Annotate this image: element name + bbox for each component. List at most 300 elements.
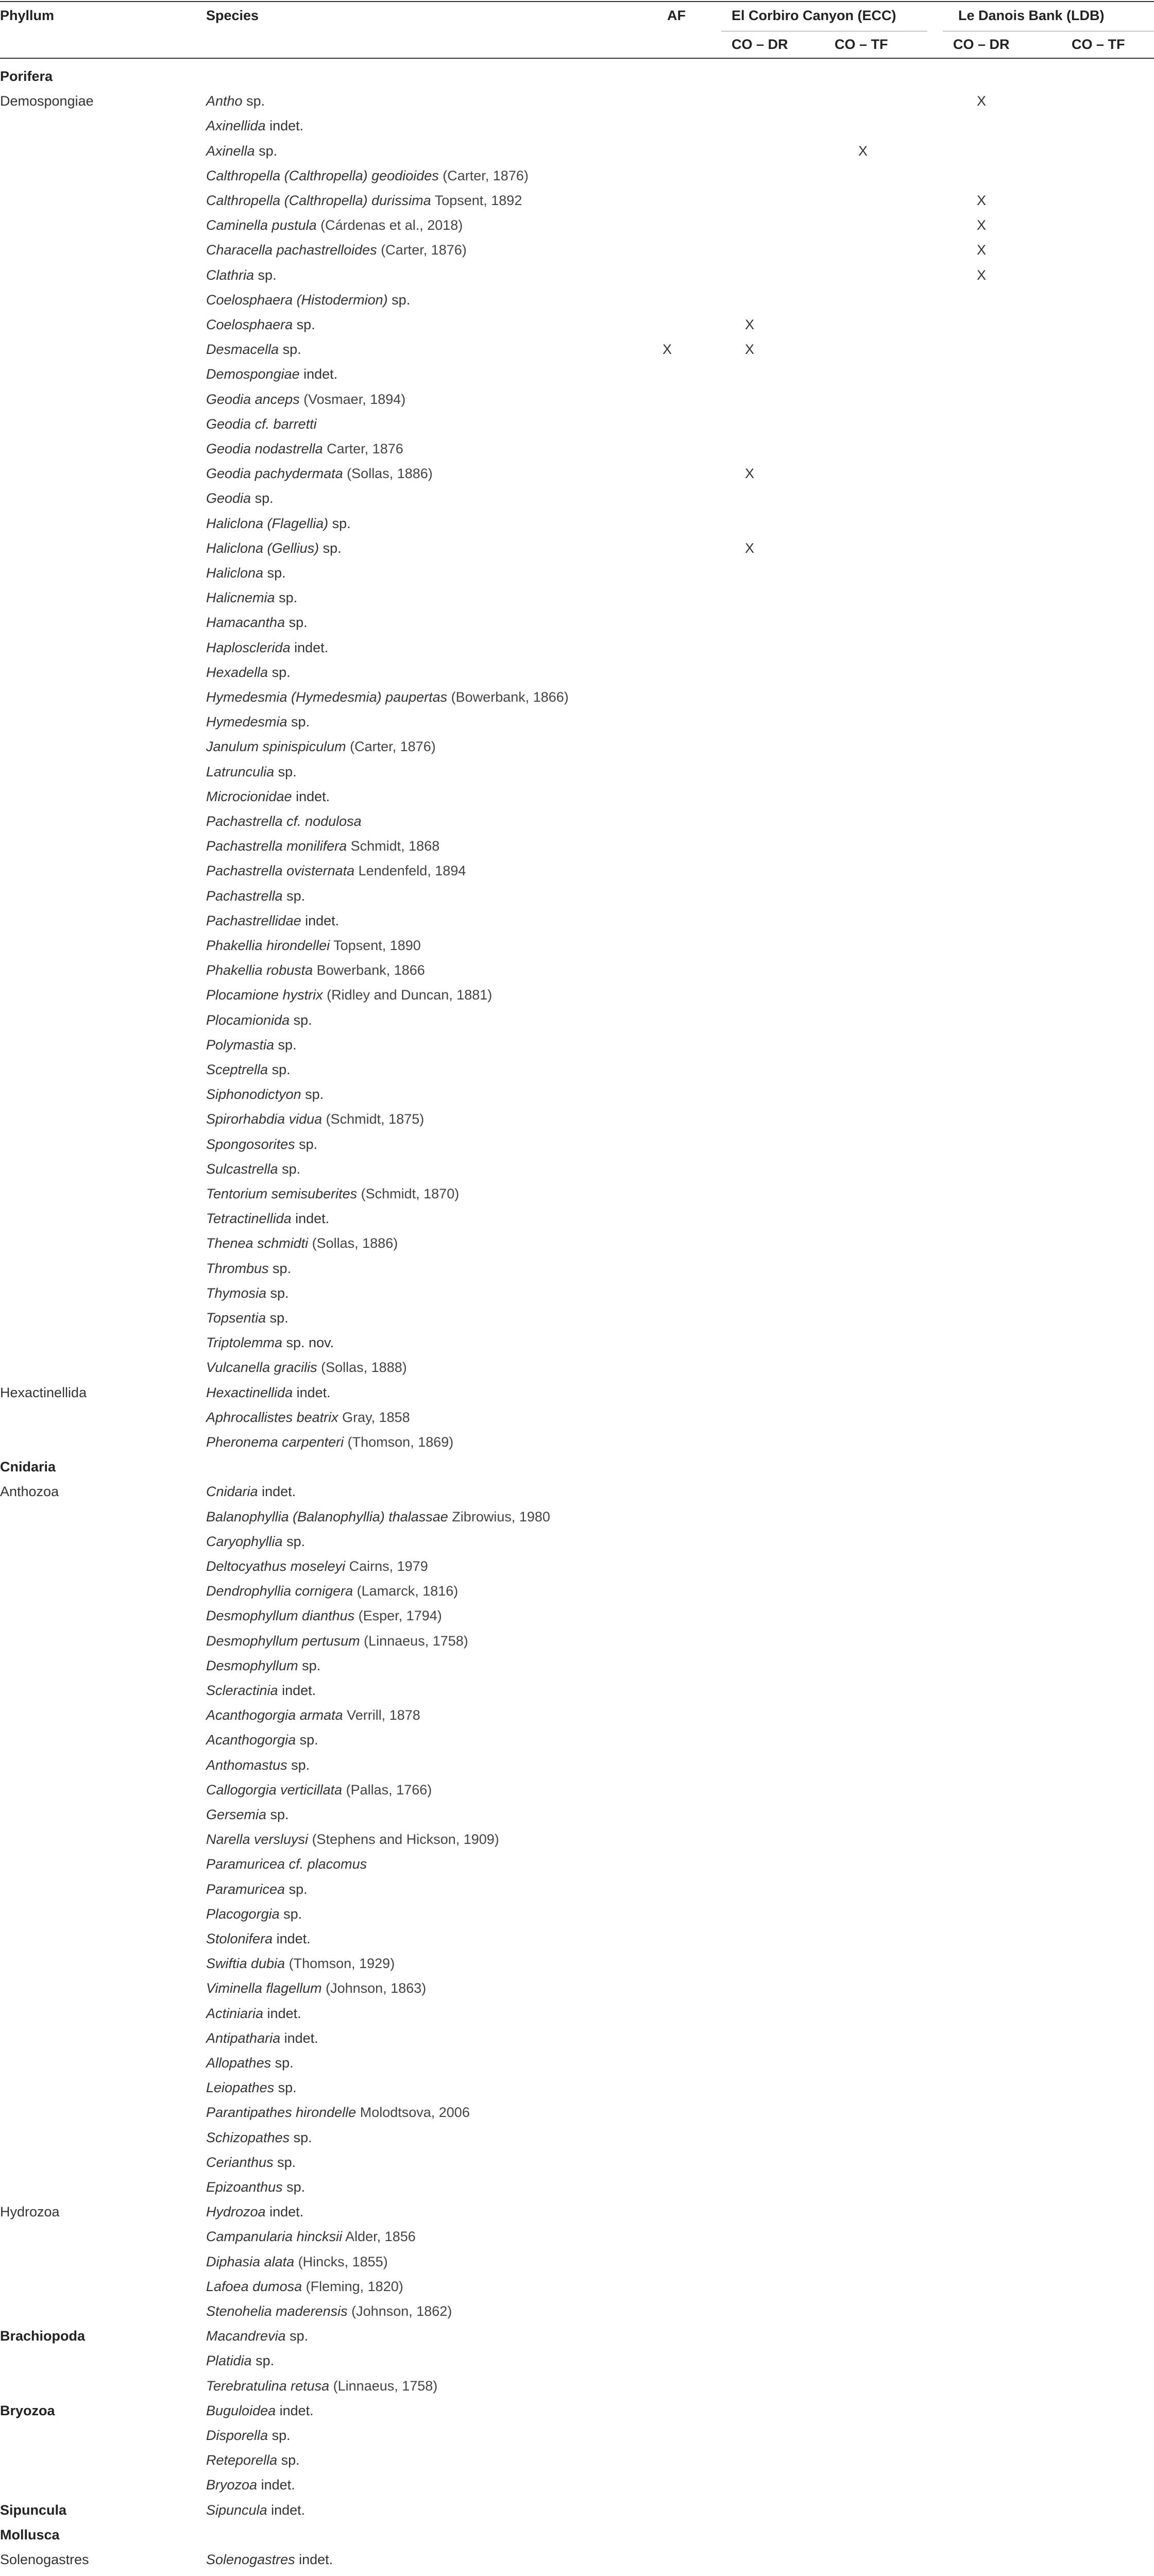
- taxon-qualifier: sp.: [268, 664, 291, 680]
- species-name: [206, 1632, 468, 1650]
- taxon-qualifier: sp.: [254, 267, 277, 283]
- taxon-name: Buguloidea: [206, 2402, 276, 2418]
- taxon-name: Stenohelia maderensis: [206, 2303, 348, 2319]
- taxon-qualifier: indet.: [291, 1211, 330, 1227]
- group-label: Sipuncula: [0, 2502, 67, 2518]
- taxon-qualifier: indet.: [280, 2030, 318, 2046]
- taxon-name: Disporella: [206, 2428, 268, 2443]
- taxon-name: Stolonifera: [206, 1931, 273, 1946]
- taxon-name: Gersemia: [206, 1807, 267, 1822]
- taxon-name: Calthropella (Calthropella) geodioides: [206, 167, 439, 183]
- species-name: [206, 911, 339, 930]
- species-name: [206, 390, 405, 409]
- species-name: [206, 1532, 305, 1551]
- species-name: [206, 688, 569, 706]
- taxon-name: Allopathes: [206, 2055, 271, 2071]
- presence-mark: X: [976, 193, 986, 208]
- species-name: [206, 489, 274, 507]
- taxon-name: Antipatharia: [206, 2030, 281, 2046]
- group-label: Hydrozoa: [0, 2204, 60, 2220]
- taxon-name: Geodia: [206, 490, 251, 506]
- taxon-name: Pachastrellidae: [206, 912, 301, 928]
- presence-mark: X: [744, 342, 754, 358]
- header-bottom-rule: [0, 58, 1154, 59]
- taxon-authority: Schmidt, 1868: [347, 838, 440, 854]
- species-name: [206, 2451, 300, 2469]
- taxon-name: Sceptrella: [206, 1062, 268, 1077]
- taxon-name: Hexadella: [206, 664, 268, 680]
- presence-mark: X: [744, 540, 754, 556]
- taxon-name: Aphrocallistes beatrix: [206, 1409, 338, 1425]
- taxon-name: Geodia pachydermata: [206, 466, 343, 482]
- taxon-qualifier: sp.: [266, 1807, 289, 1822]
- species-name: [206, 1259, 291, 1278]
- taxon-name: Cerianthus: [206, 2154, 274, 2170]
- taxon-authority: Lendenfeld, 1894: [354, 863, 466, 879]
- species-name: [206, 2550, 333, 2569]
- taxon-name: Triptolemma: [206, 1335, 283, 1351]
- taxon-qualifier: indet.: [257, 2477, 295, 2493]
- taxon-authority: (Thomson, 1869): [344, 1434, 454, 1450]
- species-name: [206, 887, 305, 905]
- species-name: [206, 2377, 437, 2395]
- header-species: Species: [206, 8, 259, 23]
- header-ecc-co-dr: CO – DR: [732, 37, 788, 52]
- taxon-name: Thrombus: [206, 1260, 269, 1276]
- taxon-name: Phakellia robusta: [206, 962, 313, 978]
- species-name: [206, 2128, 312, 2147]
- presence-mark: X: [976, 217, 986, 233]
- taxon-name: Placogorgia: [206, 1906, 280, 1922]
- header-af: AF: [667, 8, 686, 23]
- species-name: [206, 2227, 416, 2246]
- presence-mark: X: [976, 93, 986, 109]
- taxon-name: Narella versluysi: [206, 1832, 309, 1848]
- taxon-name: Janulum spinispiculum: [206, 739, 346, 755]
- taxon-qualifier: sp.: [271, 2055, 294, 2071]
- species-name: [206, 638, 328, 657]
- species-name: [206, 2004, 301, 2023]
- group-label: Cnidaria: [0, 1459, 56, 1475]
- taxon-name: Siphonodictyon: [206, 1087, 301, 1103]
- taxon-authority: Topsent, 1890: [330, 938, 421, 953]
- taxon-authority: (Linnaeus, 1758): [329, 2378, 438, 2394]
- species-name: [206, 762, 297, 781]
- taxon-name: Bryozoa: [206, 2477, 258, 2493]
- taxon-qualifier: indet.: [265, 2204, 304, 2220]
- species-name: [206, 1160, 300, 1178]
- taxon-authority: (Fleming, 1820): [302, 2278, 403, 2294]
- taxon-name: Pachastrella: [206, 888, 283, 904]
- species-name: [206, 663, 291, 682]
- species-name: [206, 340, 301, 359]
- group-label: Bryozoa: [0, 2402, 55, 2418]
- group-label: Solenogastres: [0, 2552, 89, 2567]
- species-name: [206, 1582, 458, 1600]
- taxon-qualifier: sp.: [296, 1732, 318, 1748]
- taxon-qualifier: sp.: [273, 2154, 296, 2170]
- taxon-name: Plocamionida: [206, 1012, 290, 1028]
- species-name: [206, 439, 403, 458]
- taxon-qualifier: sp.: [277, 2452, 300, 2468]
- taxon-qualifier: sp.: [328, 515, 351, 531]
- species-name: [206, 415, 317, 433]
- taxon-qualifier: sp.: [266, 1285, 289, 1301]
- species-name: [206, 737, 436, 756]
- species-name: [206, 191, 522, 210]
- species-name: [206, 1830, 499, 1849]
- species-name: [206, 539, 342, 557]
- taxon-name: Desmophyllum pertusum: [206, 1633, 360, 1649]
- species-name: [206, 1855, 367, 1873]
- taxon-authority: Zibrowius, 1980: [448, 1509, 550, 1524]
- taxon-qualifier: sp.: [285, 1881, 308, 1897]
- species-name: [206, 1284, 289, 1302]
- species-name: [206, 588, 297, 607]
- taxon-qualifier: sp.: [266, 1310, 288, 1326]
- species-name: [206, 1184, 459, 1203]
- species-name: [206, 464, 433, 483]
- taxon-name: Scleractinia: [206, 1683, 278, 1698]
- taxon-name: Tentorium semisuberites: [206, 1186, 358, 1201]
- taxon-qualifier: sp.: [287, 714, 310, 730]
- species-name: [206, 1979, 426, 1997]
- species-name: [206, 1135, 317, 1154]
- taxon-qualifier: sp.: [293, 317, 315, 332]
- taxon-name: Microcionidae: [206, 788, 292, 804]
- taxon-name: Haliclona (Flagellia): [206, 515, 329, 531]
- taxon-name: Anthomastus: [206, 1757, 287, 1773]
- taxon-name: Sulcastrella: [206, 1161, 278, 1177]
- taxon-authority: Gray, 1858: [338, 1409, 410, 1425]
- taxon-qualifier: indet.: [278, 1683, 316, 1698]
- header-ecc-co-tf: CO – TF: [835, 37, 888, 52]
- taxon-qualifier: indet.: [290, 639, 329, 655]
- species-name: [206, 142, 277, 160]
- taxon-name: Hymedesmia (Hymedesmia) paupertas: [206, 689, 448, 705]
- presence-mark: X: [744, 466, 754, 482]
- species-name: [206, 2327, 308, 2345]
- taxon-qualifier: sp.: [298, 1657, 321, 1673]
- taxon-name: Tetractinellida: [206, 1211, 292, 1227]
- taxon-name: Balanophyllia (Balanophyllia) thalassae: [206, 1509, 448, 1524]
- header-ecc: El Corbiro Canyon (ECC): [732, 8, 896, 23]
- taxon-name: Pachastrella ovisternata: [206, 863, 355, 879]
- taxon-authority: (Bowerbank, 1866): [447, 689, 569, 705]
- species-name: [206, 713, 310, 731]
- taxon-qualifier: sp.: [319, 540, 342, 556]
- taxon-authority: (Sollas, 1888): [317, 1360, 407, 1376]
- species-name: [206, 1408, 410, 1427]
- species-name: [206, 2401, 314, 2420]
- species-name: [206, 2054, 294, 2072]
- species-name: [206, 613, 308, 632]
- species-name: [206, 216, 463, 234]
- taxon-name: Epizoanthus: [206, 2179, 283, 2195]
- taxon-name: Clathria: [206, 267, 254, 283]
- species-name: [206, 266, 277, 284]
- taxon-authority: (Cárdenas et al., 2018): [316, 217, 463, 233]
- taxon-authority: Molodtsova, 2006: [356, 2105, 470, 2121]
- taxon-qualifier: indet.: [276, 2402, 314, 2418]
- taxon-name: Hexactinellida: [206, 1384, 293, 1400]
- species-name: [206, 812, 362, 831]
- taxon-name: Calthropella (Calthropella) durissima: [206, 193, 431, 208]
- taxon-name: Acanthogorgia: [206, 1732, 296, 1748]
- taxon-qualifier: sp.: [268, 2428, 291, 2443]
- taxon-authority: (Thomson, 1929): [285, 1956, 395, 1972]
- taxon-name: Thymosia: [206, 1285, 267, 1301]
- species-name: [206, 116, 303, 135]
- taxon-name: Pachastrella cf. nodulosa: [206, 814, 362, 829]
- taxon-name: Deltocyathus moseleyi: [206, 1558, 346, 1574]
- taxon-name: Desmophyllum: [206, 1657, 298, 1673]
- presence-mark: X: [744, 317, 754, 332]
- presence-mark: X: [976, 242, 986, 258]
- taxon-authority: Carter, 1876: [323, 441, 403, 456]
- taxon-qualifier: indet.: [295, 2552, 333, 2567]
- taxon-name: Hydrozoa: [206, 2204, 266, 2220]
- taxon-authority: (Carter, 1876): [346, 739, 436, 755]
- species-name: [206, 2252, 388, 2271]
- taxon-name: Acanthogorgia armata: [206, 1707, 343, 1723]
- species-name: [206, 365, 337, 383]
- taxon-name: Macandrevia: [206, 2328, 286, 2344]
- taxon-name: Reteporella: [206, 2452, 278, 2468]
- species-name: [206, 1681, 316, 1700]
- species-name: [206, 2078, 297, 2097]
- taxon-name: Haliclona (Gellius): [206, 540, 319, 556]
- taxon-name: Phakellia hirondellei: [206, 938, 330, 953]
- species-name: [206, 166, 529, 185]
- species-name: [206, 961, 425, 979]
- taxon-qualifier: sp.: [263, 565, 286, 581]
- taxon-name: Actiniaria: [206, 2005, 264, 2021]
- taxon-authority: Topsent, 1892: [431, 193, 522, 208]
- taxon-authority: (Sollas, 1886): [308, 1235, 398, 1251]
- species-name: [206, 315, 315, 334]
- taxon-name: Antho: [206, 93, 243, 109]
- species-name: [206, 1507, 550, 1526]
- species-name: [206, 861, 466, 880]
- species-name: [206, 2178, 305, 2196]
- species-name: [206, 1781, 432, 1799]
- species-name: [206, 2302, 452, 2320]
- taxon-qualifier: sp.: [282, 888, 306, 904]
- taxon-name: Solenogastres: [206, 2552, 295, 2567]
- taxon-name: Geodia cf. barretti: [206, 416, 317, 432]
- species-name: [206, 1954, 395, 1973]
- species-name: [206, 1706, 420, 1724]
- taxon-name: Coelosphaera: [206, 317, 293, 332]
- taxon-authority: (Carter, 1876): [438, 167, 529, 183]
- taxon-qualifier: sp.: [278, 1161, 301, 1177]
- taxon-name: Cnidaria: [206, 1484, 258, 1500]
- taxon-name: Axinella: [206, 143, 255, 159]
- taxon-name: Platidia: [206, 2353, 252, 2369]
- taxon-authority: Bowerbank, 1866: [313, 962, 425, 978]
- species-name: [206, 1085, 324, 1104]
- taxon-name: Schizopathes: [206, 2129, 290, 2145]
- taxon-name: Viminella flagellum: [206, 1980, 322, 1996]
- taxon-authority: (Johnson, 1863): [321, 1980, 427, 1996]
- taxon-name: Spongosorites: [206, 1136, 295, 1152]
- species-name: [206, 1383, 331, 1402]
- taxon-qualifier: sp.: [285, 2328, 309, 2344]
- species-name: [206, 1606, 442, 1625]
- species-name: [206, 787, 330, 806]
- taxon-qualifier: sp.: [295, 1136, 318, 1152]
- species-name: [206, 1880, 308, 1899]
- taxon-name: Axinellida: [206, 118, 266, 134]
- taxon-name: Parantipathes hirondelle: [206, 2105, 357, 2121]
- taxon-name: Polymastia: [206, 1037, 275, 1053]
- taxon-name: Pheronema carpenteri: [206, 1434, 344, 1450]
- header-ldb: Le Danois Bank (LDB): [958, 8, 1105, 23]
- taxon-name: Hamacantha: [206, 615, 285, 631]
- species-name: [206, 1209, 329, 1228]
- taxon-name: Vulcanella gracilis: [206, 1360, 317, 1376]
- presence-mark: X: [858, 143, 868, 159]
- taxon-name: Desmacella: [206, 342, 279, 358]
- taxon-authority: (Ridley and Duncan, 1881): [323, 987, 493, 1003]
- species-name: [206, 2351, 274, 2370]
- species-name: [206, 1011, 312, 1029]
- taxon-qualifier: sp.: [251, 490, 274, 506]
- taxon-authority: (Sollas, 1886): [343, 466, 433, 482]
- taxon-name: Demospongiae: [206, 366, 300, 382]
- taxon-name: Caryophyllia: [206, 1533, 283, 1549]
- species-name: [206, 2476, 295, 2494]
- species-name: [206, 514, 351, 533]
- taxon-authority: (Carter, 1876): [377, 242, 467, 258]
- species-name: [206, 2426, 291, 2445]
- species-name: [206, 92, 265, 110]
- taxon-qualifier: sp.: [282, 1533, 306, 1549]
- species-name: [206, 241, 467, 259]
- taxon-qualifier: sp.: [387, 292, 411, 308]
- taxon-qualifier: indet.: [301, 912, 340, 928]
- taxon-qualifier: sp.: [287, 1757, 310, 1773]
- taxon-qualifier: indet.: [292, 788, 330, 804]
- group-label: Hexactinellida: [0, 1384, 87, 1400]
- taxon-name: Campanularia hincksii: [206, 2229, 343, 2245]
- taxon-name: Terebratulina retusa: [206, 2378, 330, 2394]
- taxon-authority: Cairns, 1979: [345, 1558, 428, 1574]
- taxon-name: Desmophyllum dianthus: [206, 1608, 355, 1624]
- species-name: [206, 1756, 310, 1774]
- species-name: [206, 1358, 407, 1377]
- taxon-qualifier: indet.: [273, 1931, 311, 1946]
- taxon-name: Paramuricea: [206, 1881, 285, 1897]
- table-top-rule: [0, 1, 1154, 2]
- taxon-name: Callogorgia verticillata: [206, 1782, 343, 1798]
- taxon-qualifier: indet.: [263, 2005, 301, 2021]
- species-name: [206, 1110, 424, 1128]
- taxon-qualifier: indet.: [258, 1484, 296, 1500]
- presence-mark: X: [976, 267, 986, 283]
- species-name: [206, 1036, 297, 1054]
- species-name: [206, 1433, 453, 1451]
- taxon-name: Characella pachastrelloides: [206, 242, 377, 258]
- taxon-qualifier: sp. nov.: [282, 1335, 334, 1351]
- taxon-authority: (Schmidt, 1870): [357, 1186, 460, 1201]
- taxon-name: Plocamione hystrix: [206, 987, 323, 1003]
- taxon-authority: (Lamarck, 1816): [353, 1583, 459, 1599]
- taxon-name: Sipuncula: [206, 2502, 267, 2518]
- taxon-qualifier: sp.: [275, 590, 298, 606]
- species-name: [206, 1905, 302, 1923]
- taxon-name: Hymedesmia: [206, 714, 287, 730]
- group-label: Anthozoa: [0, 1484, 59, 1500]
- group-label: Demospongiae: [0, 93, 94, 109]
- taxon-name: Coelosphaera (Histodermion): [206, 292, 388, 308]
- species-name: [206, 1234, 398, 1252]
- taxon-name: Geodia anceps: [206, 391, 300, 407]
- taxon-qualifier: sp.: [301, 1087, 324, 1103]
- species-name: [206, 936, 421, 955]
- taxon-name: Pachastrella monilifera: [206, 838, 347, 854]
- taxon-qualifier: sp.: [274, 2080, 297, 2096]
- taxon-authority: Verrill, 1878: [343, 1707, 420, 1723]
- taxon-qualifier: indet.: [265, 118, 304, 134]
- species-name: [206, 1482, 296, 1501]
- taxon-authority: Alder, 1856: [342, 2229, 416, 2245]
- taxon-name: Lafoea dumosa: [206, 2278, 302, 2294]
- group-label: Mollusca: [0, 2527, 60, 2543]
- taxon-qualifier: sp.: [282, 2179, 306, 2195]
- species-name: [206, 2103, 470, 2122]
- taxon-authority: (Hincks, 1855): [294, 2253, 388, 2269]
- taxon-name: Spirorhabdia vidua: [206, 1111, 323, 1127]
- taxon-name: Thenea schmidti: [206, 1235, 309, 1251]
- taxon-authority: (Linnaeus, 1758): [360, 1633, 468, 1649]
- species-name: [206, 1333, 334, 1352]
- species-name: [206, 1731, 318, 1749]
- taxon-qualifier: sp.: [268, 1260, 292, 1276]
- taxon-authority: (Vosmaer, 1894): [299, 391, 406, 407]
- taxon-qualifier: sp.: [274, 764, 297, 779]
- taxon-authority: (Stephens and Hickson, 1909): [308, 1832, 499, 1848]
- taxon-name: Halicnemia: [206, 590, 275, 606]
- taxon-qualifier: sp.: [279, 1906, 302, 1922]
- species-name: [206, 564, 286, 582]
- group-label: Porifera: [0, 69, 53, 84]
- species-name: [206, 2501, 305, 2519]
- taxon-authority: (Pallas, 1766): [342, 1782, 432, 1798]
- taxon-authority: (Johnson, 1862): [347, 2303, 452, 2319]
- taxon-qualifier: sp.: [274, 1037, 297, 1053]
- species-name: [206, 1557, 428, 1575]
- species-name: [206, 1805, 289, 1824]
- taxon-qualifier: indet.: [267, 2502, 306, 2518]
- taxon-name: Diphasia alata: [206, 2253, 295, 2269]
- taxon-qualifier: sp.: [279, 342, 301, 358]
- header-phyllum: Phyllum: [0, 8, 55, 23]
- species-name: [206, 986, 492, 1004]
- taxon-name: Haliclona: [206, 565, 264, 581]
- taxon-name: Geodia nodastrella: [206, 441, 323, 456]
- species-name: [206, 837, 439, 855]
- taxon-name: Dendrophyllia cornigera: [206, 1583, 353, 1599]
- taxon-authority: (Esper, 1794): [354, 1608, 442, 1624]
- species-name: [206, 1929, 311, 1948]
- species-name: [206, 1656, 320, 1675]
- species-name: [206, 1309, 288, 1327]
- taxon-qualifier: sp.: [285, 615, 308, 631]
- taxon-qualifier: sp.: [290, 1012, 312, 1028]
- group-label: Brachiopoda: [0, 2328, 86, 2344]
